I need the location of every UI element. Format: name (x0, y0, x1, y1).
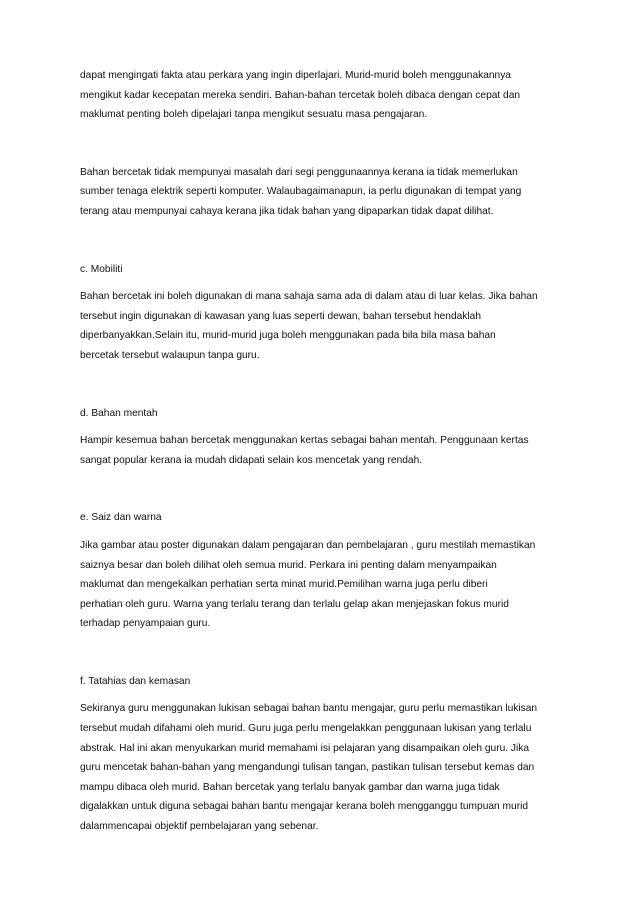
text-line: abstrak. Hal ini akan menyukarkan murid memahami isi pelajaran yang disampaikan oleh guru. Jika (80, 742, 530, 754)
section-heading-mobiliti (80, 260, 564, 280)
heading-text: c. Mobiliti (80, 263, 123, 275)
heading-text: e. Saiz dan warna (80, 512, 162, 524)
text-line: sumber tenaga elektrik seperti komputer. Walaubagaimanapun, ia perlu digunakan di tempat yang (80, 186, 522, 198)
text-line: tersebut ingin digunakan di kawasan yang luas seperti dewan, bahan tersebut hendaklah (80, 310, 481, 322)
heading-text: f. Tatahias dan kemasan (80, 675, 191, 687)
section-heading-bahan-mentah (80, 404, 564, 424)
spacer (80, 634, 564, 672)
section-heading-tatahias (80, 672, 564, 692)
text-line: Bahan bercetak ini boleh digunakan di mana sahaja sama ada di dalam atau di luar kelas. Jika bahan (80, 291, 538, 303)
section-body-bahan-mentah (80, 431, 564, 470)
text-line: maklumat dan mengekalkan perhatian serta minat murid.Pemilihan warna juga perlu diberi (80, 579, 488, 591)
text-line: bercetak tersebut walaupun tanpa guru. (80, 349, 260, 361)
text-line: guru mencetak bahan-bahan yang mengandungi tulisan tangan, pastikan tulisan tersebut kemas dan (80, 762, 535, 774)
text-line: saiznya besar dan boleh dilihat oleh semua murid. Perkara ini penting dalam menyampaikan (80, 559, 497, 571)
text-line: Sekiranya guru menggunakan lukisan sebagai bahan bantu mengajar, guru perlu memastikan lukisan (80, 703, 538, 715)
spacer (80, 691, 564, 699)
heading-text: d. Bahan mentah (80, 407, 158, 419)
document-page (80, 66, 564, 837)
spacer (80, 423, 564, 431)
spacer (80, 470, 564, 508)
paragraph-power-source (80, 163, 564, 222)
spacer (80, 125, 564, 163)
text-line: perhatian oleh guru. Warna yang terlalu terang dan terlalu gelap akan menjejaskan fokus murid (80, 598, 509, 610)
text-line: sangat popular kerana ia mudah didapati selain kos mencetak yang rendah. (80, 454, 423, 466)
section-body-mobiliti (80, 287, 564, 365)
text-line: dalammencapai objektif pembelajaran yang sebenar. (80, 821, 319, 833)
text-line: tersebut mudah difahami oleh murid. Guru juga perlu mengelakkan penggunaan lukisan yang terlalu (80, 723, 532, 735)
text-line: diperbanyakkan.Selain itu, murid-murid juga boleh menggunakan pada bila bila masa bahan (80, 330, 496, 342)
text-line: mampu dibaca oleh murid. Bahan bercetak yang terlalu banyak gambar dan warna juga tidak (80, 781, 500, 793)
section-body-tatahias (80, 699, 564, 836)
text-line: Bahan bercetak tidak mempunyai masalah dari segi penggunaannya kerana ia tidak memerlukan (80, 166, 518, 178)
spacer (80, 279, 564, 287)
text-line: Jika gambar atau poster digunakan dalam pengajaran dan pembelajaran , guru mestilah memastikan (80, 539, 536, 551)
spacer (80, 222, 564, 260)
text-line: maklumat penting boleh dipelajari tanpa mengikut sesuatu masa pengajaran. (80, 109, 428, 121)
section-heading-saiz-warna (80, 508, 564, 528)
text-line: digalakkan untuk diguna sebagai bahan bantu mengajar kerana boleh mengganggu tumpuan murid (80, 801, 529, 813)
text-line: dapat mengingati fakta atau perkara yang ingin diperlajari. Murid-murid boleh menggunakannya (80, 70, 511, 81)
text-line: terang atau mempunyai cahaya kerana jika tidak bahan yang dipaparkan tidak dapat dilihat. (80, 205, 494, 217)
section-body-saiz-warna (80, 536, 564, 634)
text-line: Hampir kesemua bahan bercetak menggunakan kertas sebagai bahan mentah. Penggunaan kertas (80, 435, 529, 447)
text-line: terhadap penyampaian guru. (80, 618, 211, 630)
text-line: mengikut kadar kecepatan mereka sendiri. Bahan-bahan tercetak boleh dibaca dengan cepat dan (80, 89, 521, 101)
paragraph-intro (80, 66, 564, 125)
spacer (80, 528, 564, 536)
spacer (80, 366, 564, 404)
